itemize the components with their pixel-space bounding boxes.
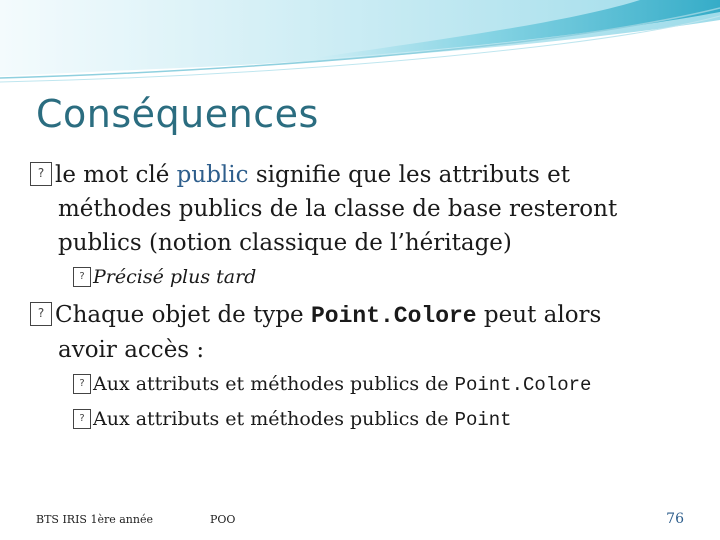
bullet-line <box>55 192 617 226</box>
sub-bullet-point-colore <box>73 371 591 398</box>
bullet-text-part: Chaque objet de type <box>55 302 311 328</box>
footer-course: BTS IRIS 1ère année <box>36 513 153 526</box>
sub-bullet-text-part: Aux attributs et méthodes publics de <box>93 373 455 395</box>
bullet-text-line2: avoir accès : <box>58 337 205 363</box>
keyword-public: public <box>176 162 249 188</box>
bullet-text-line2: méthodes publics de la classe de base resteront <box>58 196 618 222</box>
square-bullet-icon: ? <box>73 409 91 429</box>
sub-bullet-text: Précisé plus tard <box>93 266 257 288</box>
bullet-text-part: peut alors <box>476 302 602 328</box>
bullet-chaque-objet <box>30 298 601 333</box>
sub-bullet-precise <box>73 264 256 290</box>
square-bullet-icon: ? <box>73 374 91 394</box>
bullet-line <box>55 226 512 260</box>
sub-bullet-text <box>93 406 512 433</box>
sub-bullet-text <box>93 371 591 398</box>
bullet-text-part: signifie que les attributs et <box>248 162 570 188</box>
bullet-text <box>55 158 570 192</box>
header-wave-band <box>0 0 720 90</box>
sub-bullet-text-part: Aux attributs et méthodes publics de <box>93 408 455 430</box>
code-class-name: Point.Colore <box>310 303 477 329</box>
square-bullet-icon: ? <box>73 267 91 287</box>
square-bullet-icon: ? <box>30 302 52 326</box>
bullet-line <box>55 333 204 367</box>
bullet-text-line3: publics (notion classique de l’héritage) <box>58 230 512 256</box>
bullet-text <box>55 298 601 333</box>
slide-title: Conséquences <box>36 92 319 136</box>
square-bullet-icon: ? <box>30 162 52 186</box>
bullet-text-part: le mot clé <box>55 162 177 188</box>
code-class-name: Point <box>454 409 512 431</box>
page-number: 76 <box>666 511 684 527</box>
sub-bullet-point <box>73 406 512 433</box>
footer-subject: POO <box>210 513 236 526</box>
code-class-name: Point.Colore <box>454 374 592 396</box>
bullet-public-keyword <box>30 158 570 192</box>
